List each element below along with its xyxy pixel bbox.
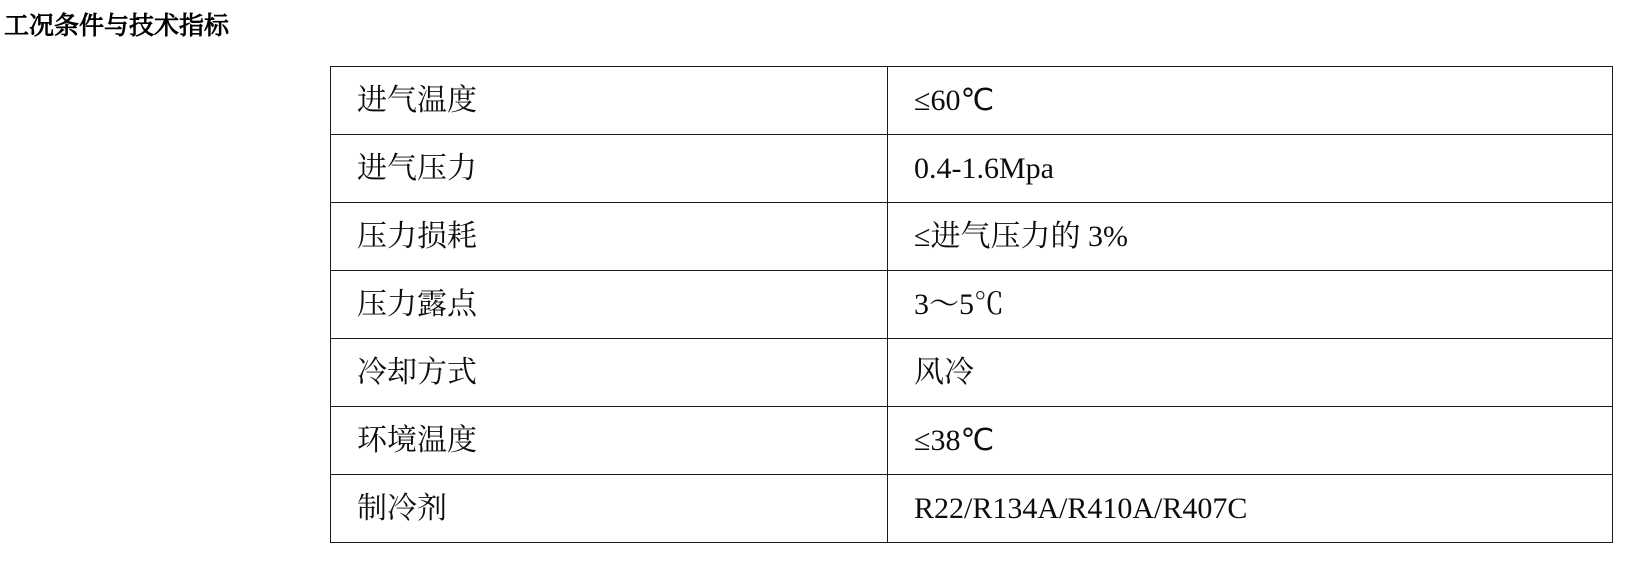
spec-table-container [330,66,1560,543]
spec-value: ≤60℃ [888,67,1613,135]
spec-value: ≤38℃ [888,407,1613,475]
spec-value: 风冷 [888,339,1613,407]
table-row [331,475,1613,543]
spec-value: 3～5℃ [888,271,1613,339]
spec-label: 冷却方式 [331,339,888,407]
spec-label: 进气温度 [331,67,888,135]
spec-value: ≤进气压力的 3% [888,203,1613,271]
table-row [331,135,1613,203]
spec-table [330,66,1613,543]
table-row [331,67,1613,135]
spec-table-body [331,67,1613,543]
table-row [331,271,1613,339]
spec-label: 压力露点 [331,271,888,339]
spec-label: 制冷剂 [331,475,888,543]
spec-label: 环境温度 [331,407,888,475]
spec-value: R22/R134A/R410A/R407C [888,475,1613,543]
table-row [331,339,1613,407]
table-row [331,203,1613,271]
spec-label: 压力损耗 [331,203,888,271]
spec-label: 进气压力 [331,135,888,203]
spec-value: 0.4-1.6Mpa [888,135,1613,203]
page-title: 工况条件与技术指标 [4,12,230,40]
table-row [331,407,1613,475]
